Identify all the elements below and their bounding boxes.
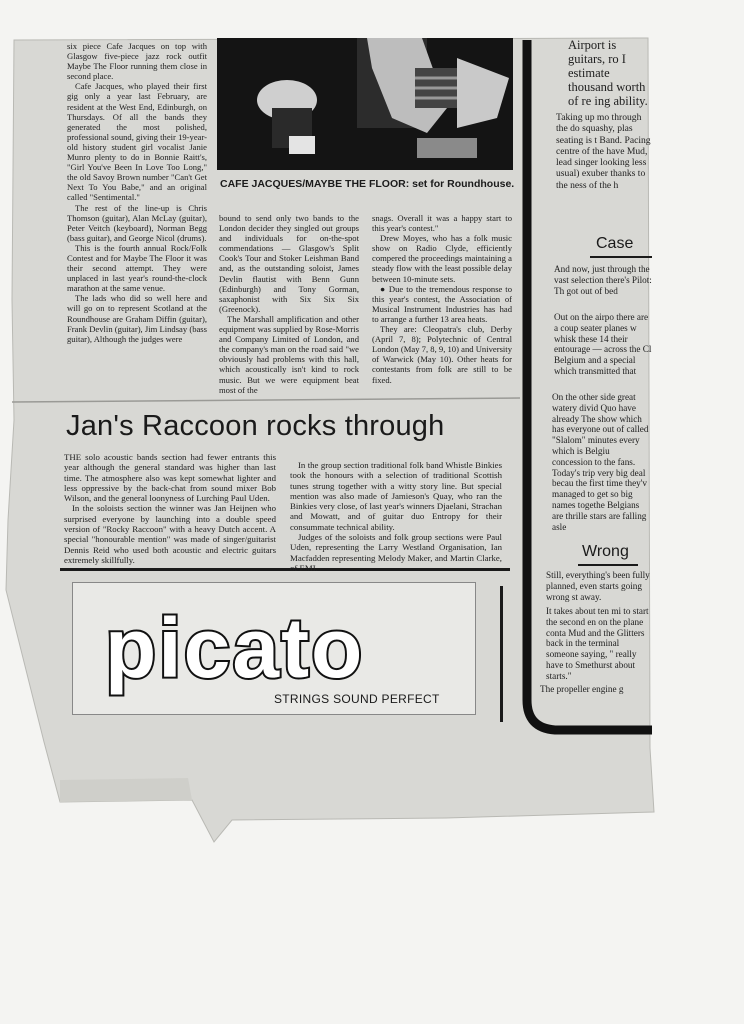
subhead-rule (590, 256, 652, 258)
sidebar-para: It takes about ten mi to start the second en on the plane conta Mud and the Glitters back in the terminal someone saying, " really have to Smethurst about starts." (546, 606, 649, 681)
article1-col2-para: The Marshall amplification and other equipment was supplied by Rose-Morris and Company Limited of London, and the company's man on the road said "we obviously had problems with this hall, which acoustically isn't kind to rock music. But we were equipment beat most of the (219, 313, 359, 395)
article1-col1-para: The lads who did so well here and will go on to represent Scotland at the Roundhouse are Graham Diffin (guitar), Frank Devlin (guitar), Jim Lindsay (bass guitar), Although the judges were (67, 293, 207, 344)
sidebar-subhead-wrong: Wrong (582, 543, 629, 560)
article1-col3-para: ● Due to the tremendous response to this year's contest, the Association of Musical Instrument Industries has had to arrange a further 13 area heats. (372, 283, 512, 324)
sidebar-para: The propeller engine g (540, 684, 624, 694)
sidebar-para: And now, just through the vast selection there's Pilot: Th got out of bed (554, 264, 652, 296)
article2-column-1 (64, 452, 276, 568)
subhead-rule (578, 564, 638, 566)
headline: Jan's Raccoon rocks through (66, 410, 445, 442)
article1-col3-para: Drew Moyes, who has a folk music show on Radio Clyde, efficiently compered the proceedings maintaining a steady flow with the least possible delay between 10-minute sets. (372, 233, 512, 284)
article2-column-2 (290, 460, 502, 572)
picato-logo: picato (105, 601, 365, 695)
sidebar-para: Still, everything's been fully planned, even starts going wrong st away. (546, 570, 650, 602)
article2-col1-para: In the soloists section the winner was Jan Heijnen who surprised everyone by launching into a double speed version of "Rocky Raccoon" with a heavy Dutch accent. A special "honourable mention" was made of singer/guitarist Dennis Reid who used both acoustic and electric guitars extremely skillfully. (64, 503, 276, 565)
sidebar-subhead-case: Case (596, 235, 634, 252)
sidebar-para: Out on the airpo there are a coup seater planes w whisk these 14 their entourage — across the Cl Belgium and a special which transmitted that (554, 312, 652, 376)
photo-caption: CAFE JACQUES/MAYBE THE FLOOR: set for Roundhouse. (220, 178, 515, 190)
article1-col1-para: six piece Cafe Jacques on top with Glasgow five-piece jazz rock outfit Maybe The Floor running them close in second place. (67, 41, 207, 82)
sidebar-para: On the other side great watery divid Quo have already The show which has everyone out of called "Slalom" minutes every which is Belgiu concession to the fans. Today's trip very big deal becau the first time they'v managed to get so big names togethe Belgians are thrille stars are falling asle (552, 392, 649, 532)
article1-col2-para: bound to send only two bands to the London decider they singled out groups and individuals for on-the-spot commendations — Glasgow's Split Cook's Tour and Stoker Leishman Band and, as the outstanding soloist, James Devlin flautist with Benn Gunn (Edinburgh) and Tony Gorman, saxaphonist with Six Six Six (Greenock). (219, 213, 359, 314)
article1-column-2 (219, 213, 359, 401)
band-photo (217, 38, 513, 170)
article2-col2-para: Judges of the soloists and folk group sections were Paul Uden, representing the Larry Westland Organisation, Ian Macfadden representing Melody Maker, and Martin Clarke, of EMI. (290, 532, 502, 572)
ad-tagline: STRINGS SOUND PERFECT (274, 692, 440, 706)
article1-col3-para: snags. Overall it was a happy start to this year's contest." (372, 213, 512, 234)
article1-col1-para: The rest of the line-up is Chris Thomson (guitar), Alan McLay (guitar), Peter Veitch (keyboard), Norman Begg (bass guitar), and George Nicol (drums). (67, 202, 207, 243)
article1-col1-para: This is the fourth annual Rock/Folk Contest and for Maybe The Floor it was their second attempt. They were unplaced in last year's round-the-clock marathon at the same venue. (67, 242, 207, 294)
article2-col1-para: THE solo acoustic bands section had fewer entrants this year although the general standard was higher than last time. The atmosphere also was kept somewhat lighter and less oppressive by the back-chat from sound mixer Bob Wilson, and the general loonyness of Lurching Paul Uden. (64, 452, 276, 504)
article1-column-1 (67, 41, 207, 401)
article1-column-3 (372, 213, 512, 411)
article2-col2-para: In the group section traditional folk band Whistle Binkies took the honours with a selection of traditional Scottish tunes strung together with a witty story line. But special mention was also made of Jamieson's Quay, who ran the Binkies very close, of last year's winners Djaelani, Strachan and Mowatt, and of guitar duo Entropy for their consummate technical ability. (290, 460, 502, 532)
sidebar-para: Taking up mo through the do squashy, plas seating is t Band. Pacing centre of the have Mud, lead singer looking less usual) exuber thanks to the ness of the h (556, 112, 651, 191)
article1-col3-para: They are: Cleopatra's club, Derby (April 7, 8); Polytechnic of Central London (May 7, 8, 9, 10) and University of Warwick (May 10). Other heats for contestants from folk are still to be fixed. (372, 324, 512, 385)
article1-col1-para: Cafe Jacques, who played their first gig only a year last February, are resident at the West End, Edinburgh, on Thursdays. Of all the bands they generated the most polished, professional sound, giving their 19-year-old history student girl vocalist Janie Munro plenty to do in Bonnie Raitt's, "Girl You've Been In Love Too Long," the old Savoy Brown number "Can't Get Next To You Babe," and an original called "Sentimental." (67, 81, 207, 203)
sidebar-intro: Airport is guitars, ro I estimate thousand worth of re ing ability. (568, 38, 648, 108)
